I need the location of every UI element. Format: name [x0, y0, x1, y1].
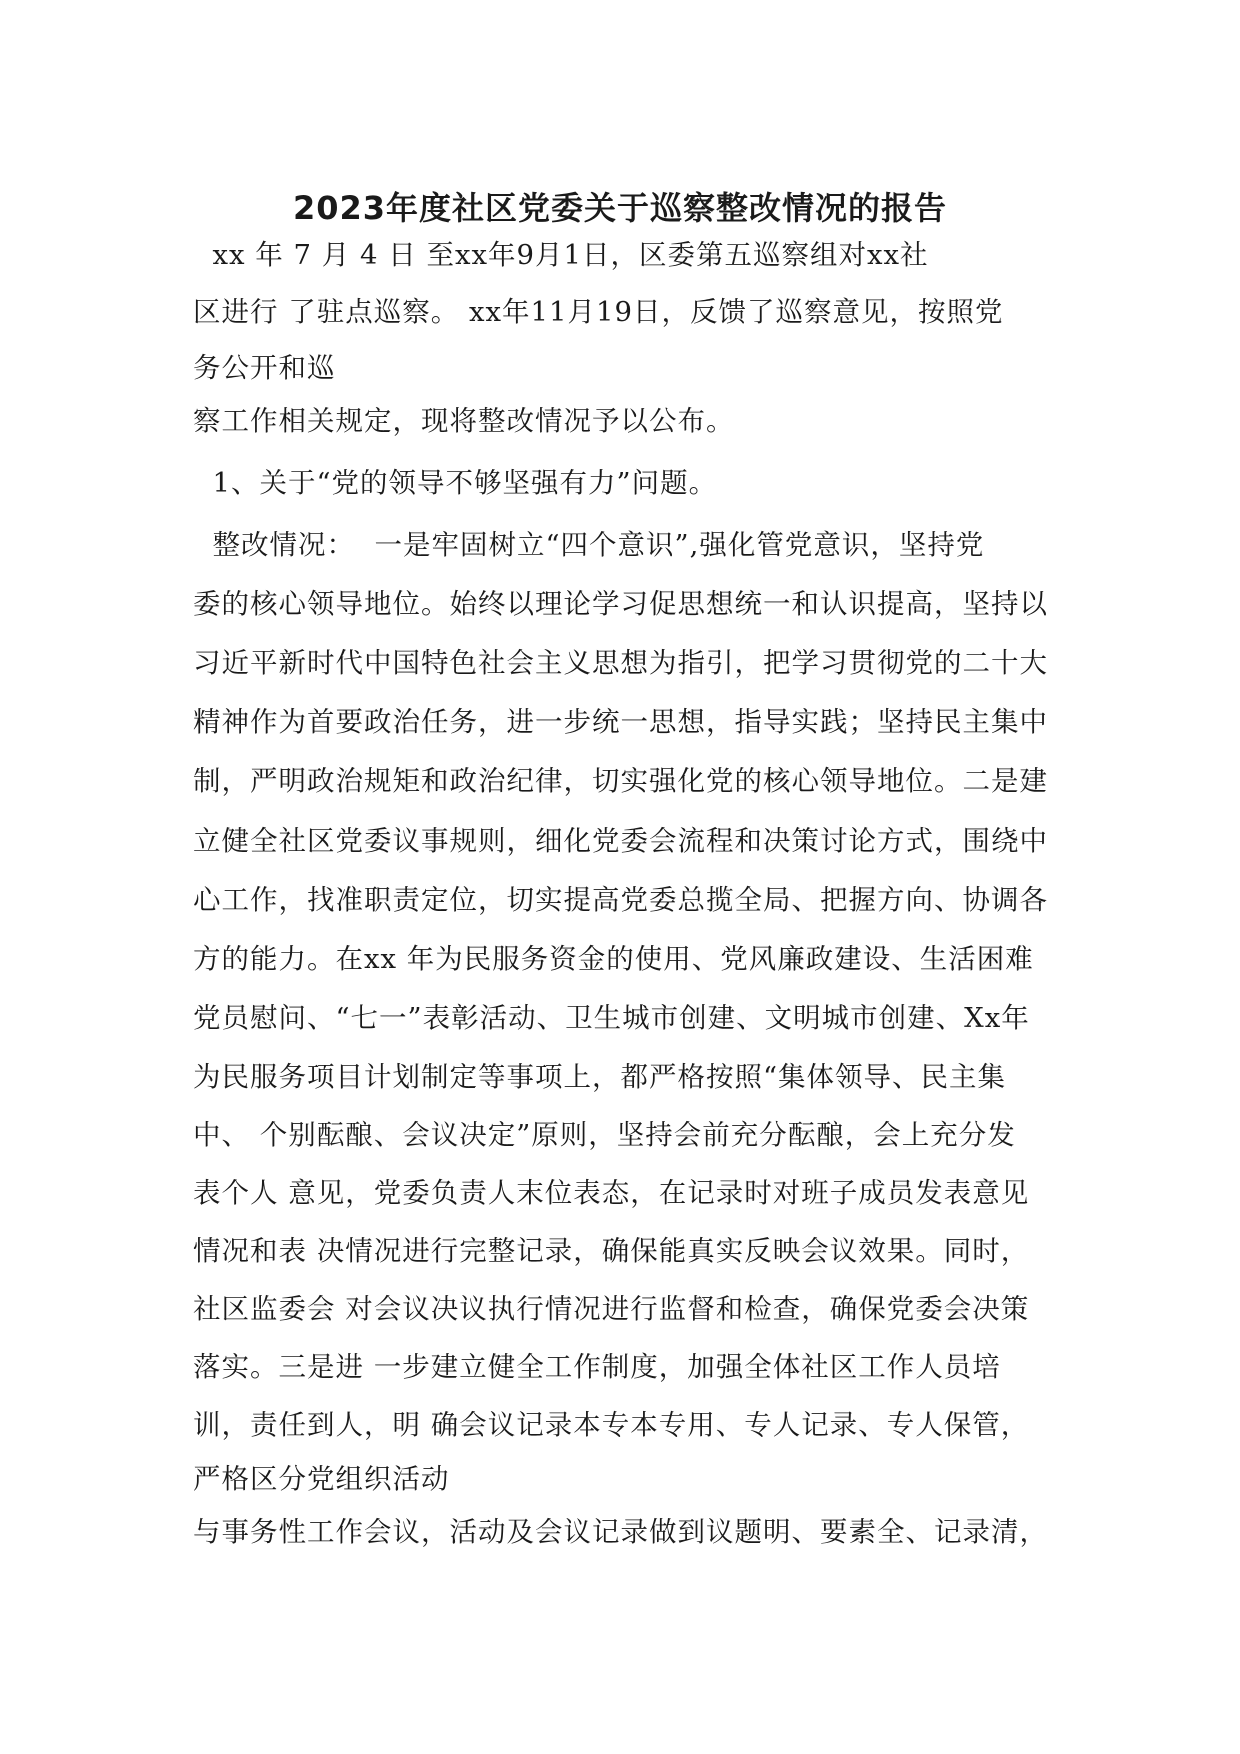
body-line: 训，责任到人，明 确会议记录本专本专用、专人记录、专人保管，	[193, 1409, 1030, 1441]
body-line: 1、关于“党的领导不够坚强有力”问题。	[193, 467, 718, 499]
body-line: 严格区分党组织活动	[193, 1463, 450, 1495]
body-line: 心工作，找准职责定位，切实提高党委总揽全局、把握方向、协调各	[193, 884, 1048, 916]
body-line: 中、 个别酝酿、会议决定”原则，坚持会前充分酝酿，会上充分发	[193, 1119, 1016, 1151]
body-line: 习近平新时代中国特色社会主义思想为指引，把学习贯彻党的二十大	[193, 647, 1048, 679]
body-line: 整改情况： 一是牢固树立“四个意识”,强化管党意识，坚持党	[193, 529, 985, 561]
body-line: 社区监委会 对会议决议执行情况进行监督和检查，确保党委会决策	[193, 1293, 1030, 1325]
body-line: 方的能力。在xx 年为民服务资金的使用、党风廉政建设、生活困难	[193, 943, 1034, 975]
body-line: 与事务性工作会议，活动及会议记录做到议题明、要素全、记录清，	[193, 1516, 1048, 1548]
body-line: 制，严明政治规矩和政治纪律，切实强化党的核心领导地位。二是建	[193, 765, 1048, 797]
body-line: 表个人 意见，党委负责人末位表态，在记录时对班子成员发表意见	[193, 1177, 1030, 1209]
body-line: 为民服务项目计划制定等事项上，都严格按照“集体领导、民主集	[193, 1061, 1007, 1093]
body-line: 落实。三是进 一步建立健全工作制度，加强全体社区工作人员培	[193, 1351, 1001, 1383]
body-line: 区进行 了驻点巡察。 xx年11月19日，反馈了巡察意见，按照党	[193, 296, 1004, 328]
body-line: 党员慰问、“七一”表彰活动、卫生城市创建、文明城市创建、Xx年	[193, 1002, 1030, 1034]
body-line: 委的核心领导地位。始终以理论学习促思想统一和认识提高，坚持以	[193, 588, 1048, 620]
body-line: 情况和表 决情况进行完整记录，确保能真实反映会议效果。同时，	[193, 1235, 1030, 1267]
document-title: 2023年度社区党委关于巡察整改情况的报告	[292, 189, 948, 227]
body-line: 务公开和巡	[193, 352, 336, 384]
body-line: xx 年 7 月 4 日 至xx年9月1日，区委第五巡察组对xx社	[193, 239, 929, 271]
body-line: 察工作相关规定，现将整改情况予以公布。	[193, 405, 735, 437]
body-line: 立健全社区党委议事规则，细化党委会流程和决策讨论方式，围绕中	[193, 825, 1048, 857]
body-line: 精神作为首要政治任务，进一步统一思想，指导实践；坚持民主集中	[193, 706, 1048, 738]
